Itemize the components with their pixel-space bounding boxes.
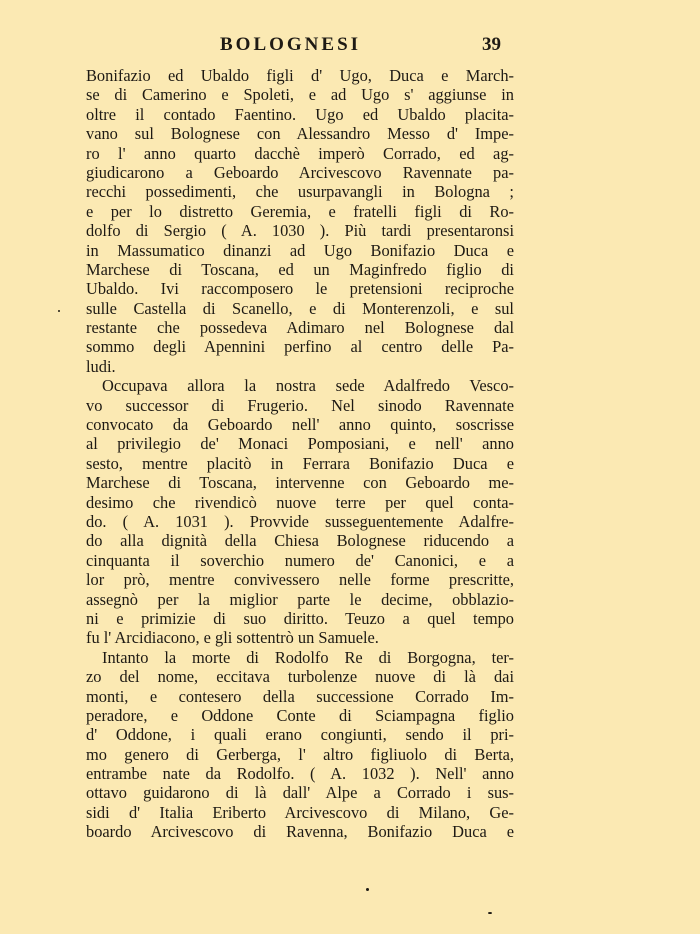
text-line: ni e primizie di suo diritto. Teuzo a quel tempo [86,608,514,628]
text-line: entrambe nate da Rodolfo. ( A. 1032 ). Nell' anno [86,764,514,784]
text-line: desimo che rivendicò nuove terre per quel conta- [86,492,514,512]
running-title: BOLOGNESI [220,34,362,55]
text-line: do. ( A. 1031 ). Provvide susseguentemente Adalfre- [86,511,514,531]
text-line: sesto, mentre placitò in Ferrara Bonifazio Duca e [86,453,514,473]
ink-speck [366,888,369,891]
page-number: 39 [482,34,501,55]
text-line: d' Oddone, i quali erano congiunti, sendo il pri- [86,725,514,745]
text-line: mo genero di Gerberga, l' altro figliuolo di Berta, [86,744,514,764]
paragraph-end-line: ludi. [86,356,116,376]
text-line: restante che possedeva Adimaro nel Bolognese dal [86,318,514,338]
text-line: dolfo di Sergio ( A. 1030 ). Più tardi presentaronsi [86,221,514,241]
text-line: peradore, e Oddone Conte di Sciampagna figlio [86,705,514,725]
text-line: zo del nome, eccitava turbolenze nuove di là dai [86,667,514,687]
running-head [0,34,700,58]
text-line: Marchese di Toscana, ed un Maginfredo figlio di [86,259,514,279]
paragraph-start-line: Intanto la morte di Rodolfo Re di Borgogna, ter- [102,647,514,667]
paragraph-start-line: Occupava allora la nostra sede Adalfredo Vesco- [102,376,514,396]
text-line: vo successor di Frugerio. Nel sinodo Ravennate [86,395,514,415]
text-line: se di Camerino e Spoleti, e ad Ugo s' aggiunse in [86,85,514,105]
body-text [86,66,514,842]
text-line: Ubaldo. Ivi raccomposero le pretensioni reciproche [86,279,514,299]
ink-speck [58,310,60,312]
text-line: boardo Arcivescovo di Ravenna, Bonifazio Duca e [86,822,514,842]
text-line: cinquanta il soverchio numero de' Canonici, e a [86,550,514,570]
text-line: Marchese di Toscana, intervenne con Geboardo me- [86,473,514,493]
text-line: recchi possedimenti, che usurpavangli in Bologna ; [86,182,514,202]
text-line: in Massumatico dinanzi ad Ugo Bonifazio Duca e [86,240,514,260]
text-line: sulle Castella di Scanello, e di Monterenzoli, e sul [86,298,514,318]
text-line: e per lo distretto Geremia, e fratelli figli di Ro- [86,201,514,221]
text-line: ottavo guidarono di là dall' Alpe a Corrado i sus- [86,783,514,803]
text-line: ro l' anno quarto dacchè imperò Corrado, ed ag- [86,143,514,163]
text-line: sommo degli Apennini perfino al centro delle Pa- [86,337,514,357]
text-line: lor prò, mentre convivessero nelle forme prescritte, [86,570,514,590]
text-line: al privilegio de' Monaci Pomposiani, e nell' anno [86,434,514,454]
text-line: sidi d' Italia Eriberto Arcivescovo di Milano, Ge- [86,802,514,822]
ink-speck [488,912,492,914]
paragraph-end-line: fu l' Arcidiacono, e gli sottentrò un Samuele. [86,628,379,648]
text-line: vano sul Bolognese con Alessandro Messo d' Impe- [86,124,514,144]
text-line: oltre il contado Faentino. Ugo ed Ubaldo placita- [86,104,514,124]
text-line: giudicarono a Geboardo Arcivescovo Ravennate pa- [86,162,514,182]
text-line: monti, e contesero della successione Corrado Im- [86,686,514,706]
text-line: do alla dignità della Chiesa Bolognese riducendo a [86,531,514,551]
text-line: Bonifazio ed Ubaldo figli d' Ugo, Duca e March- [86,66,514,85]
text-line: assegnò per la miglior parte le decime, obblazio- [86,589,514,609]
text-line: convocato da Geboardo nell' anno quinto, soscrisse [86,415,514,435]
